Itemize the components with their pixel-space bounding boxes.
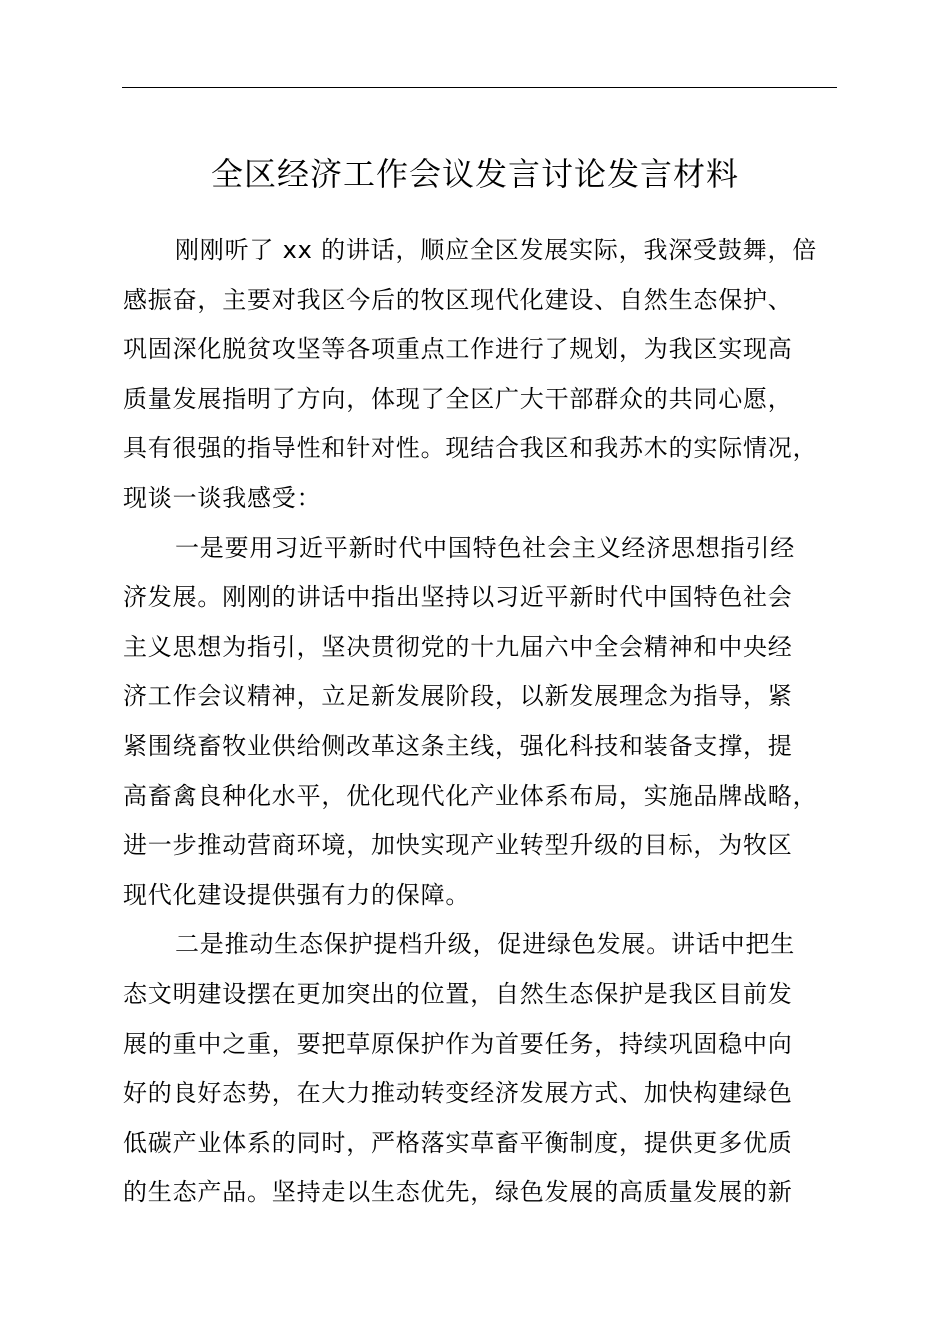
paragraph-1-line-5: 具有很强的指导性和针对性。现结合我区和我苏木的实际情况，	[123, 434, 818, 463]
paragraph-2-line-2: 济发展。刚刚的讲话中指出坚持以习近平新时代中国特色社会	[123, 583, 793, 612]
paragraph-2-line-3: 主义思想为指引，坚决贯彻党的十九届六中全会精神和中央经	[123, 632, 793, 661]
header-rule	[122, 87, 837, 88]
paragraph-3-line-4: 好的良好态势，在大力推动转变经济发展方式、加快构建绿色	[123, 1079, 793, 1108]
paragraph-2-line-1: 一是要用习近平新时代中国特色社会主义经济思想指引经	[175, 533, 795, 562]
paragraph-1-line-2: 感振奋，主要对我区今后的牧区现代化建设、自然生态保护、	[123, 285, 793, 314]
paragraph-3-line-6: 的生态产品。坚持走以生态优先，绿色发展的高质量发展的新	[123, 1178, 793, 1207]
document-title: 全区经济工作会议发言讨论发言材料	[210, 155, 739, 193]
paragraph-3-line-2: 态文明建设摆在更加突出的位置，自然生态保护是我区目前发	[123, 979, 793, 1008]
paragraph-1-line-1: 刚刚听了 xx 的讲话，顺应全区发展实际，我深受鼓舞，倍	[175, 236, 818, 264]
paragraph-3-line-5: 低碳产业体系的同时，严格落实草畜平衡制度，提供更多优质	[123, 1128, 793, 1157]
paragraph-2-line-6: 高畜禽良种化水平，优化现代化产业体系布局，实施品牌战略，	[123, 781, 818, 810]
paragraph-2-line-8: 现代化建设提供强有力的保障。	[123, 880, 471, 909]
paragraph-3-line-1: 二是推动生态保护提档升级，促进绿色发展。讲话中把生	[175, 930, 795, 959]
paragraph-2-line-7: 进一步推动营商环境，加快实现产业转型升级的目标，为牧区	[123, 831, 793, 860]
paragraph-2-line-5: 紧围绕畜牧业供给侧改革这条主线，强化科技和装备支撑，提	[123, 731, 793, 760]
paragraph-2-line-4: 济工作会议精神，立足新发展阶段，以新发展理念为指导，紧	[123, 682, 793, 711]
paragraph-1-line-4: 质量发展指明了方向，体现了全区广大干部群众的共同心愿，	[123, 384, 793, 413]
paragraph-1-line-3: 巩固深化脱贫攻坚等各项重点工作进行了规划，为我区实现高	[123, 335, 793, 364]
document-body	[123, 226, 843, 1218]
paragraph-1-line-6: 现谈一谈我感受：	[123, 483, 322, 512]
paragraph-3-line-3: 展的重中之重，要把草原保护作为首要任务，持续巩固稳中向	[123, 1029, 793, 1058]
